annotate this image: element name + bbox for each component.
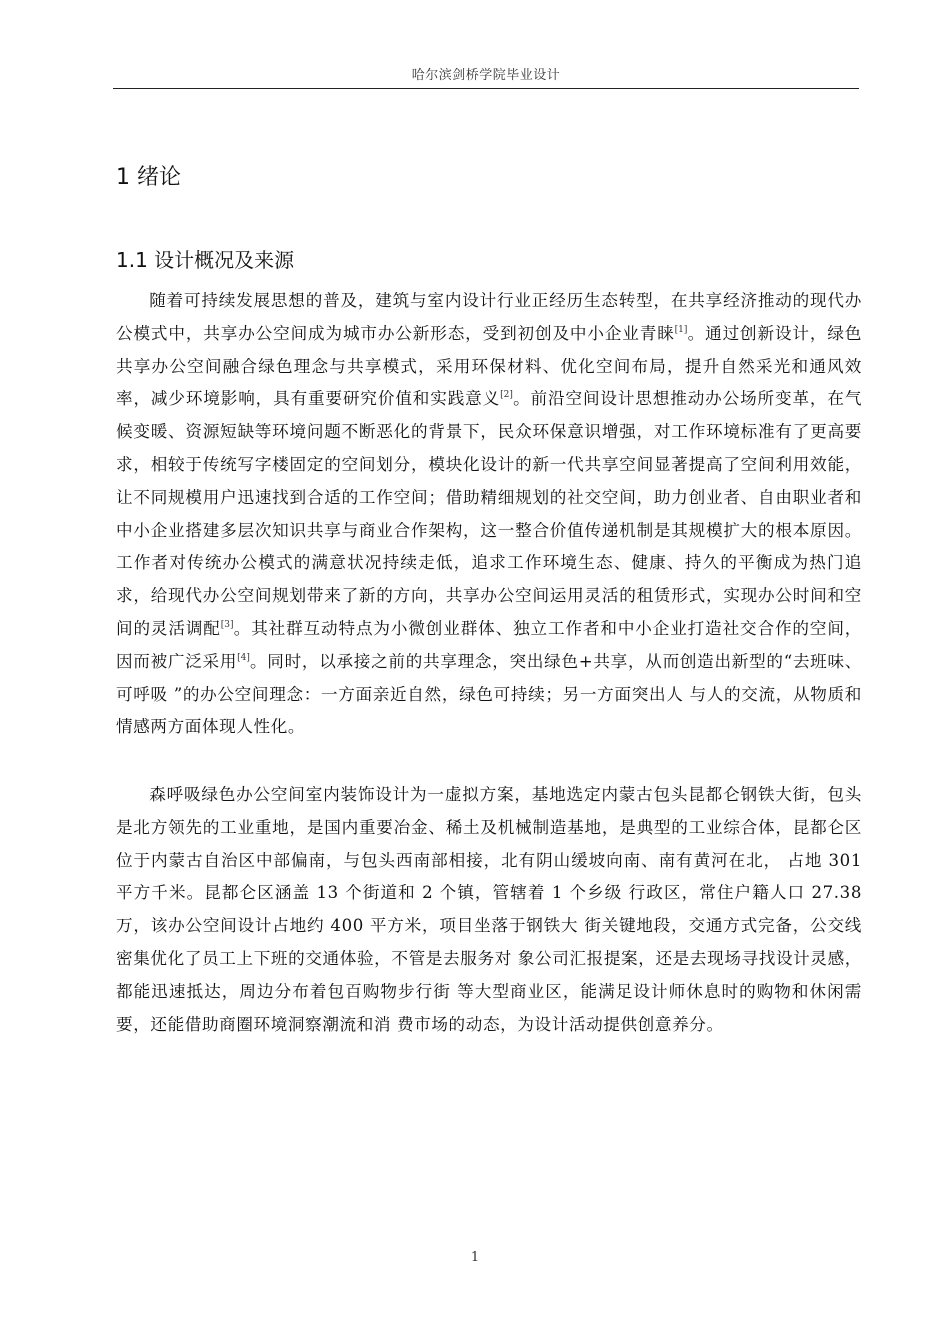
- paragraph-text: 随着可持续发展思想的普及，建筑与室内设计行业正经历生态转型，在共享经济推动的现代办公模式中，共享办公空间成为城市办公新形态，受到初创及中小企业青睐: [116, 291, 862, 343]
- citation-ref: [4]: [237, 652, 250, 663]
- paragraph-text: 。通过创新设计，绿色共享办公空间融合绿色理念与共享模式，采用环保材料、优化空间布局，提升自然采光和通风效率，减少环境影响，具有重要研究价值和实践意义: [116, 323, 863, 409]
- body-paragraph-1: [116, 285, 862, 744]
- citation-ref: [2]: [500, 390, 513, 401]
- section-title: 1.1 设计概况及来源: [116, 248, 295, 272]
- citation-ref: [1]: [674, 324, 688, 335]
- paragraph-text: 森呼吸绿色办公空间室内装饰设计为一虚拟方案，基地选定内蒙古包头昆都仑钢铁大街，包头是北方领先的工业重地，是国内重要冶金、稀土及机械制造基地，是典型的工业综合体，昆都仑区位于内蒙古自治区中部偏南，与包头西南部相接，北有阴山缓坡向南、南有黄河在北， 占地 301 平方千米。昆都仑区涵盖 13 个街道和 2 个镇，管辖着 1 个乡级 行政区，常住户籍人口 27.38 万，该办公空间设计占地约 400 平方米，项目坐落于钢铁大 街关键地段，交通方式完备，公交线密集优化了员工上下班的交通体验，不管是去服务对 象公司汇报提案，还是去现场寻找设计灵感，都能迅速抵达，周边分布着包百购物步行街 等大型商业区，能满足设计师休息时的购物和休闲需要，还能借助商圈环境洞察潮流和消 费市场的动态，为设计活动提供创意养分。: [116, 785, 862, 1034]
- header-rule: [113, 88, 859, 89]
- chapter-title: 1 绪论: [116, 165, 181, 190]
- paragraph-text: 。前沿空间设计思想推动办公场所变革，在气候变暖、资源短缺等环境问题不断恶化的背景下，民众环保意识增强，对工作环境标准有了更高要求，相较于传统写字楼固定的空间划分，模块化设计的新一代共享空间显著提高了空间利用效能，让不同规模用户迅速找到合适的工作空间；借助精细规划的社交空间，助力创业者、自由职业者和中小企业搭建多层次知识共享与商业合作架构，这一整合价值传递机制是其规模扩大的根本原因。工作者对传统办公模式的满意状况持续走低，追求工作环境生态、健康、持久的平衡成为热门追求，给现代办公空间规划带来了新的方向，共享办公空间运用灵活的租赁形式，实现办公时间和空间的灵活调配: [116, 389, 863, 638]
- paragraph-text: 。同时，以承接之前的共享理念，突出绿色+共享，从而创造出新型的“去班味、可呼吸 ”的办公空间理念：一方面亲近自然，绿色可持续；另一方面突出人 与人的交流，从物质和情感两方面体现人性化。: [116, 651, 862, 737]
- paragraph-text: 。其社群互动特点为小微创业群体、独立工作者和中小企业打造社交合作的空间，因而被广泛采用: [116, 618, 862, 671]
- body-paragraph-2: [116, 779, 862, 1041]
- page-number: 1: [470, 1250, 480, 1265]
- page-header: 哈尔滨剑桥学院毕业设计: [411, 68, 561, 83]
- citation-ref: [3]: [220, 619, 234, 630]
